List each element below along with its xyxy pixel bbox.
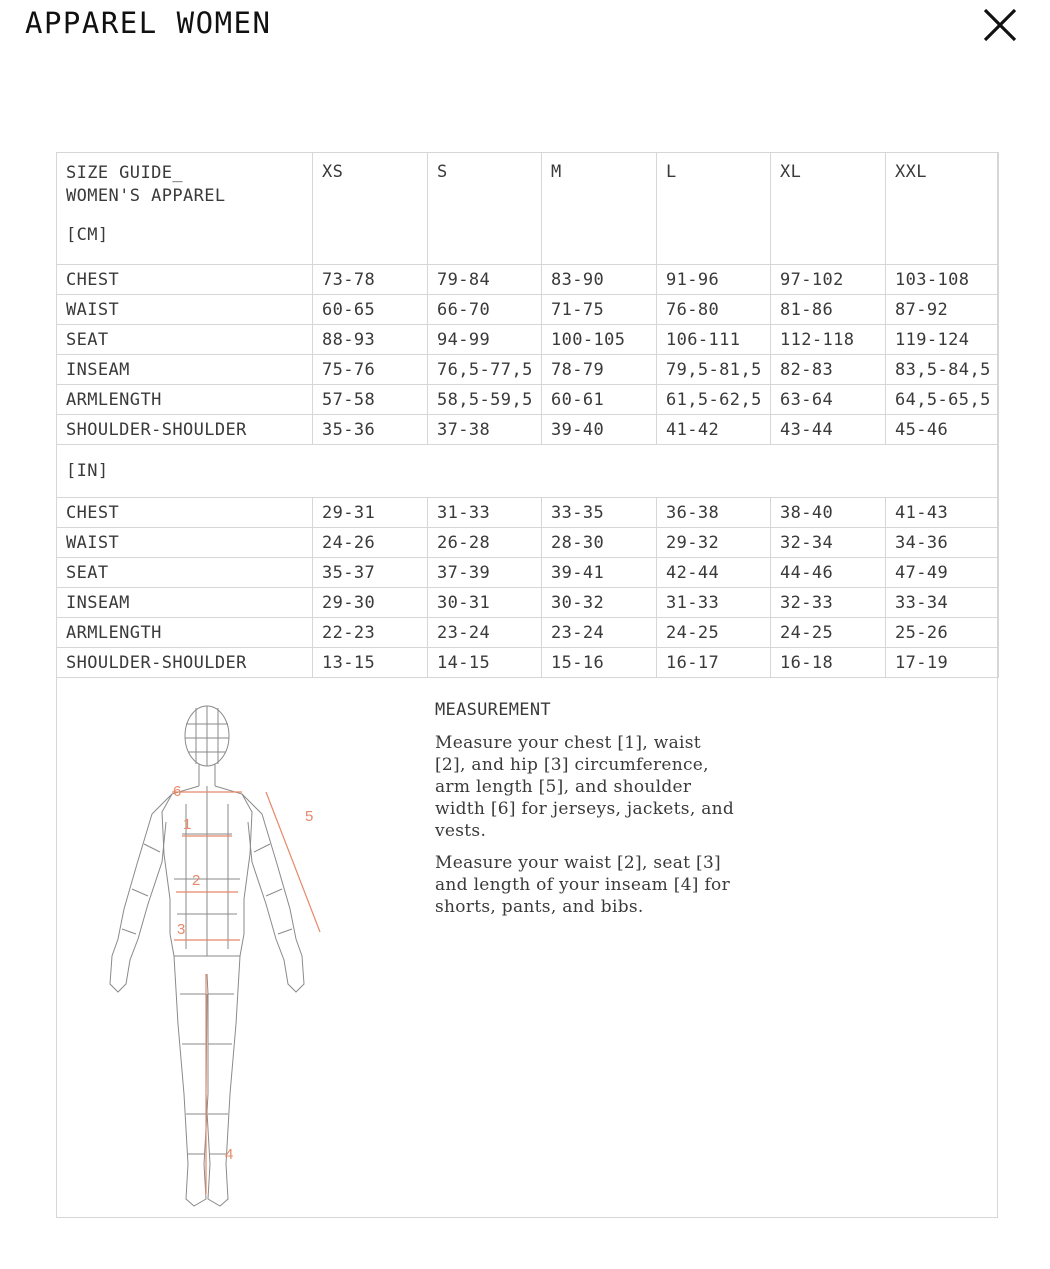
- size-cell: 35-37: [313, 558, 428, 588]
- body-figure-illustration: [82, 694, 332, 1214]
- figure-marker-6: 6: [173, 783, 182, 800]
- size-cell: 34-36: [886, 528, 999, 558]
- size-cell: 60-61: [542, 385, 657, 415]
- measurement-instructions: [435, 700, 735, 928]
- size-cell: 22-23: [313, 618, 428, 648]
- table-row: [57, 385, 999, 415]
- figure-marker-5: 5: [305, 808, 314, 825]
- size-cell: 61,5-62,5: [657, 385, 771, 415]
- row-label: INSEAM: [57, 588, 313, 618]
- guide-title-line1: SIZE GUIDE_: [66, 163, 183, 183]
- size-header-l: L: [657, 153, 771, 265]
- size-cell: 42-44: [657, 558, 771, 588]
- row-label: ARMLENGTH: [57, 618, 313, 648]
- row-label: CHEST: [57, 265, 313, 295]
- size-cell: 32-33: [771, 588, 886, 618]
- size-header-xs: XS: [313, 153, 428, 265]
- size-cell: 17-19: [886, 648, 999, 678]
- measurement-tops-text: Measure your chest [1], waist [2], and hip [3] circumference, arm length [5], and shoulder width [6] for jerseys, jackets, and vests.: [435, 733, 735, 841]
- figure-marker-4: 4: [225, 1146, 234, 1163]
- size-cell: 78-79: [542, 355, 657, 385]
- size-header-row: [57, 153, 999, 265]
- size-cell: 57-58: [313, 385, 428, 415]
- size-cell: 28-30: [542, 528, 657, 558]
- size-cell: 83,5-84,5: [886, 355, 999, 385]
- size-cell: 79,5-81,5: [657, 355, 771, 385]
- row-label: CHEST: [57, 498, 313, 528]
- size-table: [56, 152, 999, 678]
- table-row: [57, 265, 999, 295]
- close-icon[interactable]: [980, 5, 1020, 45]
- in-rows: [57, 498, 999, 678]
- measurement-bottoms-text: Measure your waist [2], seat [3] and length of your inseam [4] for shorts, pants, and bibs.: [435, 853, 730, 917]
- size-cell: 31-33: [428, 498, 542, 528]
- size-cell: 81-86: [771, 295, 886, 325]
- figure-marker-1: 1: [183, 816, 192, 833]
- size-header-xxl: XXL: [886, 153, 999, 265]
- figure-marker-3: 3: [177, 921, 186, 938]
- size-cell: 32-34: [771, 528, 886, 558]
- size-cell: 41-42: [657, 415, 771, 445]
- size-cell: 16-17: [657, 648, 771, 678]
- measurement-section: [57, 670, 997, 1218]
- table-row: [57, 498, 999, 528]
- size-cell: 33-35: [542, 498, 657, 528]
- size-cell: 45-46: [886, 415, 999, 445]
- size-cell: 94-99: [428, 325, 542, 355]
- size-cell: 39-40: [542, 415, 657, 445]
- size-cell: 15-16: [542, 648, 657, 678]
- size-cell: 82-83: [771, 355, 886, 385]
- table-row: [57, 588, 999, 618]
- size-cell: 106-111: [657, 325, 771, 355]
- size-cell: 13-15: [313, 648, 428, 678]
- size-cell: 58,5-59,5: [428, 385, 542, 415]
- size-cell: 103-108: [886, 265, 999, 295]
- size-cell: 29-31: [313, 498, 428, 528]
- size-cell: 79-84: [428, 265, 542, 295]
- size-cell: 43-44: [771, 415, 886, 445]
- table-row: [57, 558, 999, 588]
- table-row: [57, 415, 999, 445]
- size-cell: 87-92: [886, 295, 999, 325]
- size-cell: 31-33: [657, 588, 771, 618]
- size-cell: 91-96: [657, 265, 771, 295]
- size-cell: 23-24: [542, 618, 657, 648]
- size-cell: 76,5-77,5: [428, 355, 542, 385]
- size-cell: 24-25: [771, 618, 886, 648]
- size-cell: 29-32: [657, 528, 771, 558]
- cm-rows: [57, 265, 999, 445]
- size-cell: 14-15: [428, 648, 542, 678]
- row-label: SHOULDER-SHOULDER: [57, 648, 313, 678]
- size-header-s: S: [428, 153, 542, 265]
- size-cell: 75-76: [313, 355, 428, 385]
- size-cell: 25-26: [886, 618, 999, 648]
- size-cell: 88-93: [313, 325, 428, 355]
- row-label: WAIST: [57, 295, 313, 325]
- table-row: [57, 325, 999, 355]
- size-cell: 83-90: [542, 265, 657, 295]
- unit-in-row: [57, 445, 999, 498]
- row-label: SHOULDER-SHOULDER: [57, 415, 313, 445]
- size-cell: 73-78: [313, 265, 428, 295]
- size-cell: 33-34: [886, 588, 999, 618]
- row-label: SEAT: [57, 558, 313, 588]
- size-cell: 39-41: [542, 558, 657, 588]
- size-cell: 100-105: [542, 325, 657, 355]
- size-cell: 30-31: [428, 588, 542, 618]
- size-cell: 47-49: [886, 558, 999, 588]
- size-cell: 29-30: [313, 588, 428, 618]
- size-cell: 97-102: [771, 265, 886, 295]
- size-cell: 76-80: [657, 295, 771, 325]
- table-row: [57, 355, 999, 385]
- size-cell: 112-118: [771, 325, 886, 355]
- table-row: [57, 295, 999, 325]
- page-title: APPAREL WOMEN: [25, 6, 272, 40]
- row-label: WAIST: [57, 528, 313, 558]
- size-cell: 30-32: [542, 588, 657, 618]
- size-cell: 38-40: [771, 498, 886, 528]
- size-cell: 37-39: [428, 558, 542, 588]
- size-cell: 16-18: [771, 648, 886, 678]
- unit-cm-label: [CM]: [66, 225, 109, 245]
- size-cell: 66-70: [428, 295, 542, 325]
- size-cell: 41-43: [886, 498, 999, 528]
- measurement-heading: MEASUREMENT: [435, 700, 551, 720]
- size-cell: 24-26: [313, 528, 428, 558]
- size-cell: 37-38: [428, 415, 542, 445]
- size-cell: 36-38: [657, 498, 771, 528]
- row-label: ARMLENGTH: [57, 385, 313, 415]
- row-label: INSEAM: [57, 355, 313, 385]
- size-cell: 23-24: [428, 618, 542, 648]
- size-cell: 24-25: [657, 618, 771, 648]
- size-header-m: M: [542, 153, 657, 265]
- figure-marker-2: 2: [192, 872, 201, 889]
- size-cell: 35-36: [313, 415, 428, 445]
- table-row: [57, 528, 999, 558]
- table-row: [57, 618, 999, 648]
- size-cell: 63-64: [771, 385, 886, 415]
- size-header-xl: XL: [771, 153, 886, 265]
- size-cell: 26-28: [428, 528, 542, 558]
- unit-in-label: [IN]: [57, 445, 999, 498]
- row-label: SEAT: [57, 325, 313, 355]
- size-cell: 44-46: [771, 558, 886, 588]
- guide-title-line2: WOMEN'S APPAREL: [66, 186, 226, 206]
- size-guide-panel: [56, 152, 998, 1218]
- size-cell: 71-75: [542, 295, 657, 325]
- size-cell: 64,5-65,5: [886, 385, 999, 415]
- size-cell: 60-65: [313, 295, 428, 325]
- size-guide-title: [57, 153, 313, 265]
- size-cell: 119-124: [886, 325, 999, 355]
